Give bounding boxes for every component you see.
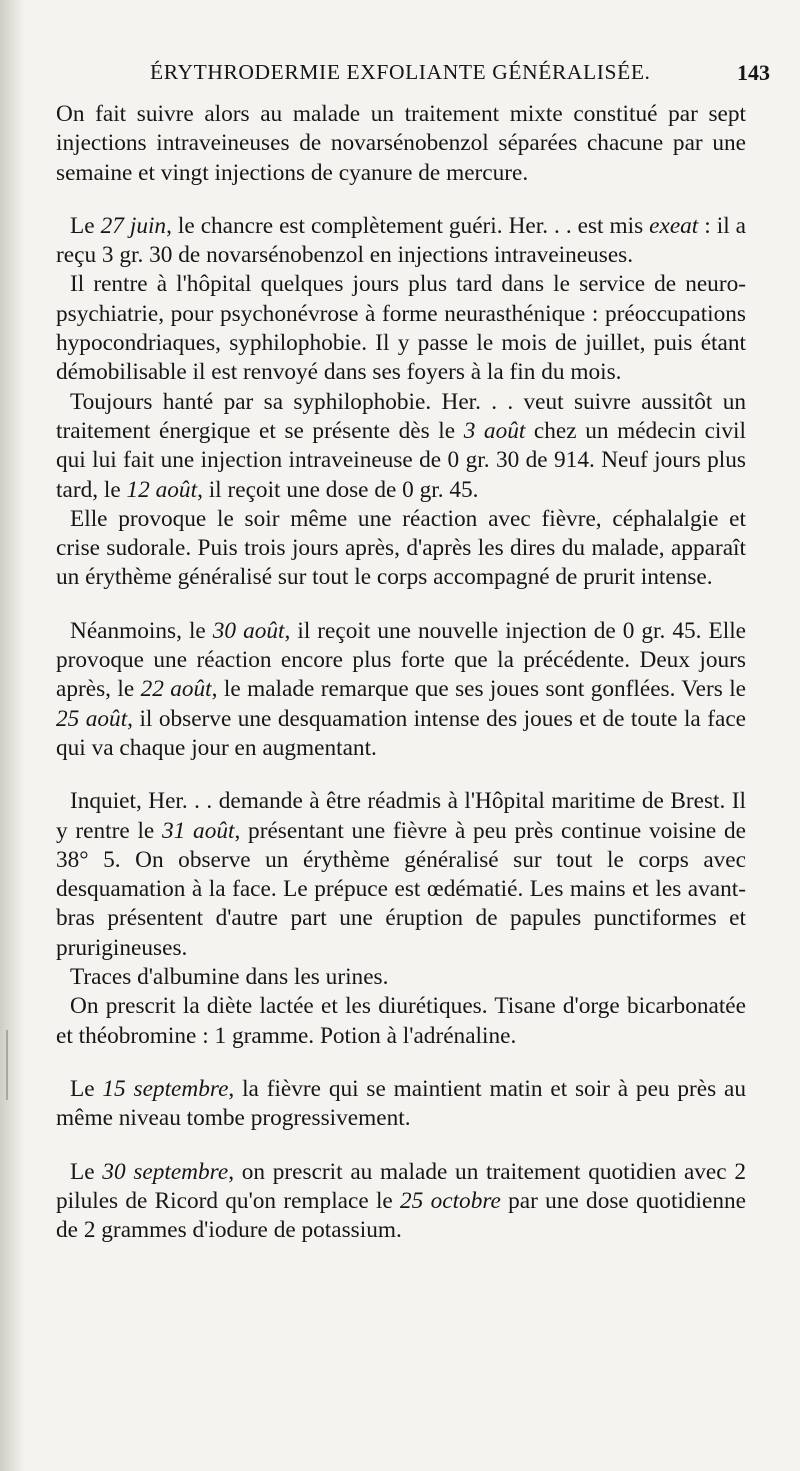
- term-italic: exeat: [649, 212, 699, 239]
- text-run: On prescrit la diète lactée et les diurétiques. Tisane d'orge bicarbonatée et théobromine : 1 gramme. Potion à l'adrénaline.: [56, 993, 746, 1049]
- paragraph-prescription: [56, 992, 746, 1051]
- running-title: ÉRYTHRODERMIE EXFOLIANTE GÉNÉRALISÉE.: [150, 60, 651, 84]
- text-run: , il observe une desquamation intense des joues et de toute la face qui va chaque jour en augmentant.: [56, 705, 746, 761]
- text-run: Il rentre à l'hôpital quelques jours plus tard dans le service de neuro-psychiatrie, pour psychonévrose à forme neurasthénique : préoccupations hypocondriaques, syphilophobie. Il y passe le mois de juillet, puis étant démobilisable il est renvoyé dans ses foyers à la fin du mois.: [56, 271, 746, 386]
- paragraph-readmission: [56, 787, 746, 963]
- paragraph-august-30: [56, 617, 746, 763]
- text-run: , le chancre est complètement guéri. Her. . . est mis: [166, 212, 650, 239]
- date-italic: 30 août: [212, 617, 285, 644]
- text-run: : il a reçu 3 gr. 30 de novarsénobenzol en injections intraveineuses.: [56, 212, 746, 269]
- text-run: On fait suivre alors au malade un traitement mixte constitué par sept injections intraveineuses de novarsénobenzol séparées chacune par une semaine et vingt injections de cyanure de mercure.: [56, 101, 746, 186]
- paragraph-albumin: [56, 963, 746, 992]
- body-text: [56, 100, 746, 1245]
- text-run: Inquiet, Her. . . demande à être réadmis à l'Hôpital maritime de Brest. Il y rentre le: [56, 788, 746, 844]
- paragraph-treatment: [56, 100, 746, 188]
- text-run: Traces d'albumine dans les urines.: [70, 964, 389, 991]
- paragraph-june-27: [56, 212, 746, 271]
- text-run: , il reçoit une nouvelle injection de 0 gr. 45. Elle provoque une réaction encore plus forte que la précédente. Deux jours après, le: [56, 617, 747, 703]
- text-run: , le malade remarque que ses joues sont gonflées. Vers le: [211, 676, 747, 703]
- page-edge-shadow: [0, 0, 24, 1471]
- paragraph-reaction: [56, 505, 746, 593]
- paragraph-september-15: [56, 1075, 746, 1134]
- text-run: Elle provoque le soir même une réaction avec fièvre, céphalalgie et crise sudorale. Puis trois jours après, d'après les dires du malade, apparaît un érythème généralisé sur tout le corps accompagné de prurit intense.: [56, 505, 746, 591]
- page-header: [150, 60, 770, 94]
- text-run: Toujours hanté par sa syphilophobie. Her. . . veut suivre aussitôt un traitement énergique et se présente dès le: [56, 388, 746, 444]
- date-italic: 22 août: [140, 676, 212, 703]
- date-italic: 31 août: [162, 817, 235, 844]
- text-run: Néanmoins, le: [70, 617, 213, 644]
- text-run: Le: [70, 212, 101, 239]
- margin-mark: [6, 1030, 8, 1100]
- paragraph-syphilophobia: [56, 388, 746, 505]
- text-run: chez un médecin civil qui lui fait une injection intraveineuse de 0 gr. 30 de 914. Neuf jours plus tard, le: [56, 417, 746, 503]
- paragraph-neuro-psychiatry: [56, 270, 746, 387]
- date-italic: 15 septembre: [102, 1075, 229, 1102]
- text-run: , présentant une fièvre à peu près continue voisine de 38° 5. On observe un érythème généralisé sur tout le corps avec desquamation à la face. Le prépuce est œdématié. Les mains et les avant-bras présentent d'autre part une éruption de papules punctiformes et prurigineuses.: [56, 817, 746, 961]
- text-run: , la fièvre qui se maintient matin et soir à peu près au même niveau tombe progressivement.: [56, 1075, 746, 1132]
- text-run: , on prescrit au malade un traitement quotidien avec 2 pilules de Ricord qu'on remplace le: [56, 1158, 746, 1214]
- date-italic: 25 octobre: [400, 1187, 501, 1214]
- date-italic: 27 juin: [100, 212, 167, 239]
- page-number: 143: [737, 60, 770, 85]
- date-italic: 25 août: [56, 705, 128, 732]
- paragraph-september-30: [56, 1158, 746, 1246]
- date-italic: 30 septembre: [102, 1158, 229, 1185]
- text-run: Le: [70, 1158, 103, 1185]
- text-run: , il reçoit une dose de 0 gr. 45.: [197, 476, 479, 503]
- date-italic: 12 août: [126, 476, 198, 503]
- text-run: Le: [70, 1075, 103, 1102]
- text-run: par une dose quotidienne de 2 grammes d'iodure de potassium.: [56, 1187, 746, 1244]
- date-italic: 3 août: [463, 417, 526, 444]
